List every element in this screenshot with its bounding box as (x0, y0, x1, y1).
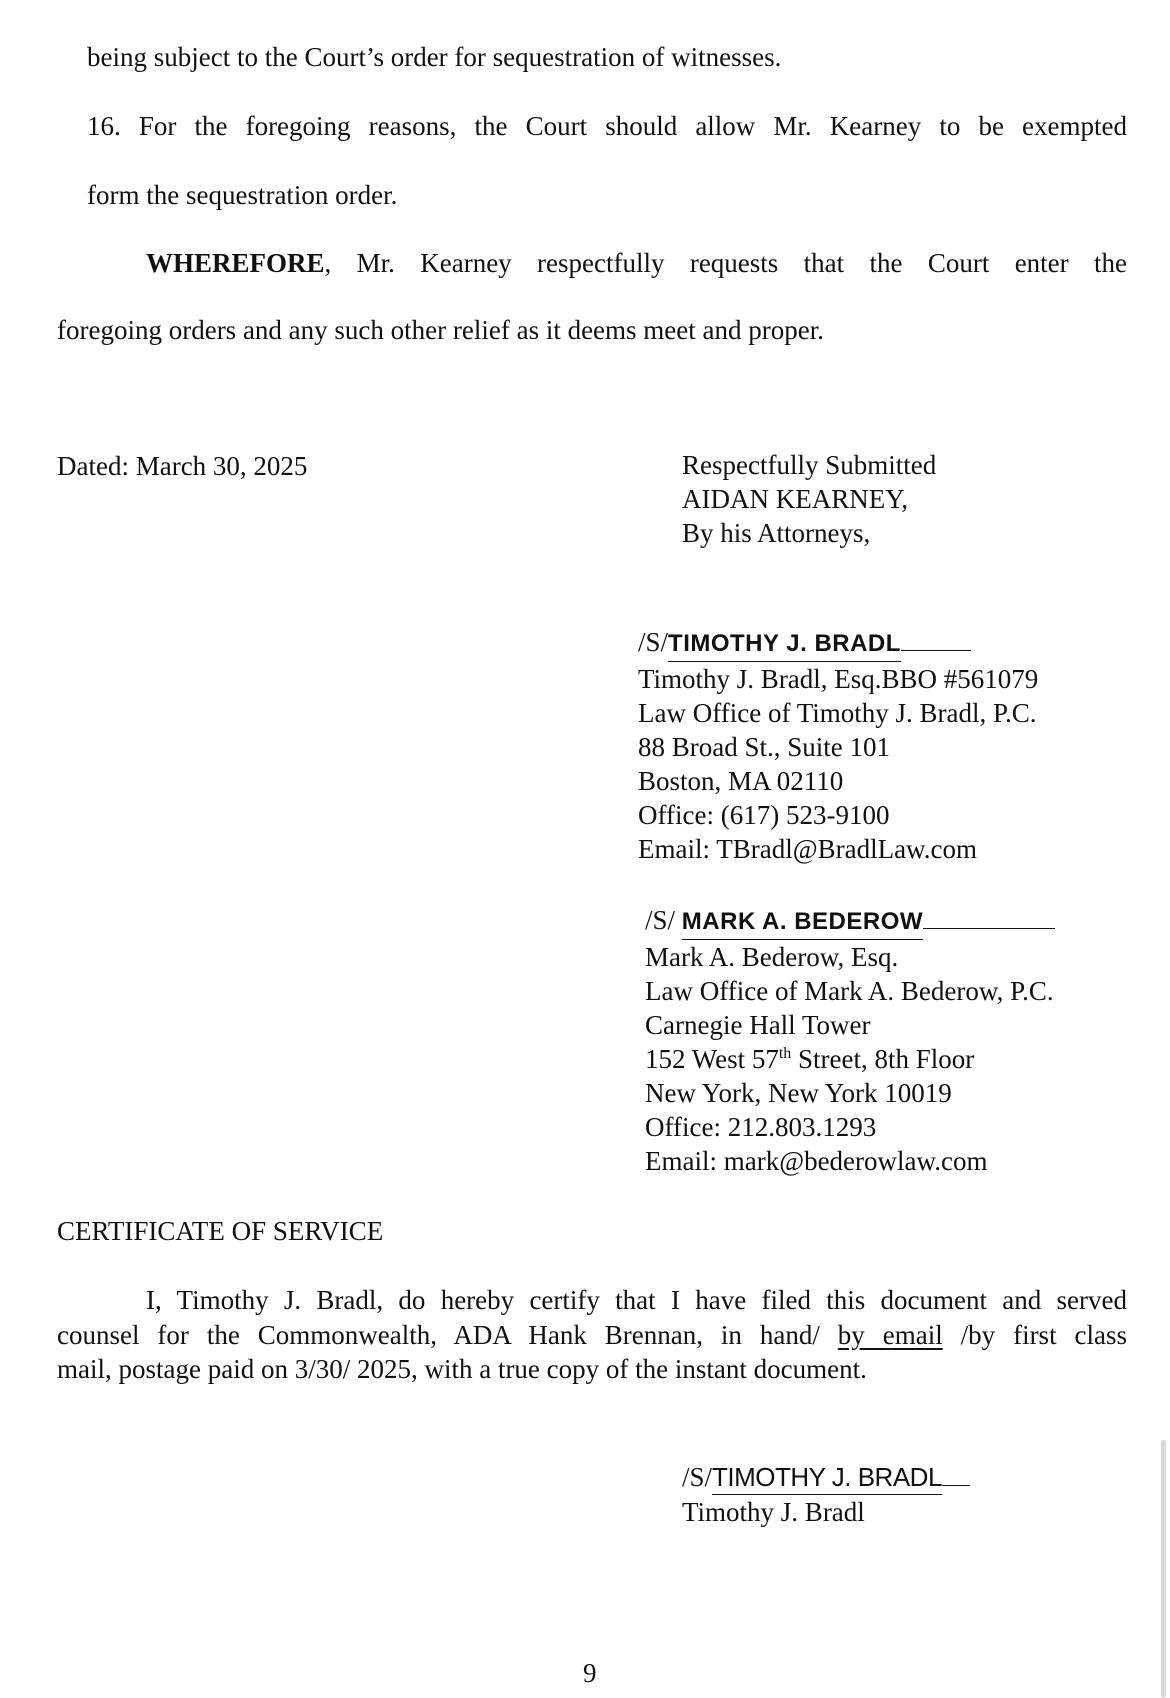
attorney-1-block (638, 625, 1038, 866)
attorney-1-city: Boston, MA 02110 (638, 766, 844, 796)
certificate-heading: CERTIFICATE OF SERVICE (57, 1216, 384, 1246)
final-signature-line (682, 1460, 970, 1495)
submission-line-3: By his Attorneys, (682, 518, 871, 548)
submission-line-2: AIDAN KEARNEY, (682, 484, 908, 514)
ordinal-suffix: th (778, 1045, 792, 1062)
certificate-line-1: I, Timothy J. Bradl, do hereby certify that I have filed this document and served (146, 1285, 1127, 1315)
attorney-2-building: Carnegie Hall Tower (645, 1010, 871, 1040)
signature-prefix: /S/ (638, 627, 669, 657)
paragraph-16-line-2: form the sequestration order. (87, 180, 398, 210)
final-signature-block (682, 1460, 970, 1529)
attorney-2-street: 152 West 57th Street, 8th Floor (645, 1044, 975, 1074)
wherefore-line-1 (146, 248, 1127, 278)
final-signature: TIMOTHY J. BRADL (712, 1460, 942, 1495)
paragraph-16-line-1: 16. For the foregoing reasons, the Court should allow Mr. Kearney to be exempted (87, 111, 1127, 141)
attorney-1-street: 88 Broad St., Suite 101 (638, 732, 891, 762)
dated-line: Dated: March 30, 2025 (57, 451, 308, 481)
signature-blank-line (942, 1461, 970, 1486)
signature-prefix: /S/ (645, 905, 682, 935)
paragraph-15-tail: being subject to the Court’s order for sequestration of witnesses. (87, 42, 782, 72)
submission-block (682, 448, 936, 550)
final-signature-name: Timothy J. Bradl (682, 1497, 865, 1527)
attorney-1-name: Timothy J. Bradl, Esq.BBO #561079 (638, 664, 1039, 694)
attorney-2-signature: MARK A. BEDEROW (682, 905, 923, 940)
attorney-2-block (645, 903, 1055, 1178)
attorney-2-email: Email: mark@bederowlaw.com (645, 1146, 988, 1176)
page-number: 9 (583, 1658, 597, 1688)
attorney-1-email: Email: TBradl@BradlLaw.com (638, 834, 978, 864)
attorney-1-firm: Law Office of Timothy J. Bradl, P.C. (638, 698, 1037, 728)
by-email-text: by email (837, 1320, 943, 1350)
signature-blank-line (923, 904, 1055, 929)
attorney-2-city: New York, New York 10019 (645, 1078, 952, 1108)
wherefore-line-2: foregoing orders and any such other relief as it deems meet and proper. (57, 315, 824, 345)
certificate-line-3: mail, postage paid on 3/30/ 2025, with a true copy of the instant document. (57, 1354, 867, 1384)
attorney-2-signature-line (645, 903, 1055, 940)
signature-prefix: /S/ (682, 1462, 713, 1492)
attorney-2-office: Office: 212.803.1293 (645, 1112, 877, 1142)
attorney-1-signature: TIMOTHY J. BRADL (668, 627, 901, 662)
wherefore-rest: , Mr. Kearney respectfully requests that the Court enter the (324, 248, 1127, 278)
submission-line-1: Respectfully Submitted (682, 450, 937, 480)
wherefore-bold: WHEREFORE (146, 248, 325, 278)
attorney-2-firm: Law Office of Mark A. Bederow, P.C. (645, 976, 1054, 1006)
vertical-scrollbar[interactable] (1161, 1440, 1166, 1698)
attorney-1-signature-line (638, 625, 1038, 662)
certificate-line-2: counsel for the Commonwealth, ADA Hank Brennan, in hand/ by email /by first class (57, 1320, 1127, 1350)
signature-blank-line (901, 626, 971, 651)
attorney-1-office: Office: (617) 523-9100 (638, 800, 890, 830)
attorney-2-name: Mark A. Bederow, Esq. (645, 942, 899, 972)
